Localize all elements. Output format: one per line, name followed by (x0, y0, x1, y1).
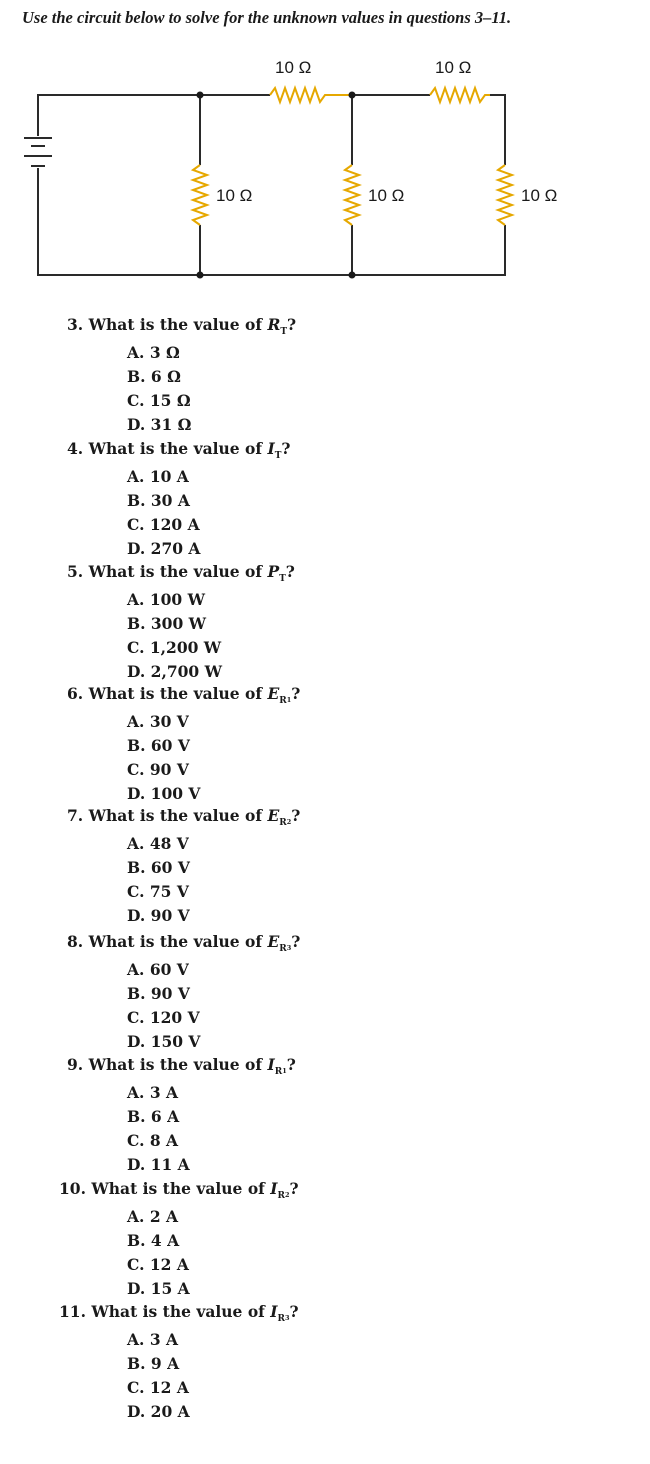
question-prefix: What is the value of (88, 1055, 268, 1074)
option-c[interactable]: C. 120 V (127, 1008, 200, 1027)
question-number: 3. (67, 315, 84, 334)
question-subscript: R (274, 1067, 283, 1077)
question-subscript: T (274, 451, 282, 461)
option-b[interactable]: B. 6 A (127, 1107, 180, 1126)
resistor-top-2-icon (430, 88, 490, 102)
question-0 (67, 315, 296, 337)
option-c[interactable]: C. 12 A (127, 1378, 189, 1397)
resistor-branch-2-label: 10 Ω (368, 186, 405, 205)
question-number: 8. (67, 932, 84, 951)
option-d[interactable]: D. 270 A (127, 539, 201, 558)
option-c[interactable]: C. 1,200 W (127, 638, 222, 657)
option-c[interactable]: C. 8 A (127, 1131, 179, 1150)
question-subscript-index: 3 (284, 1314, 290, 1322)
top-wire-right (490, 95, 505, 165)
resistor-branch-3-label: 10 Ω (521, 186, 558, 205)
left-wire-bottom (38, 168, 505, 275)
option-a[interactable]: A. 30 V (127, 712, 189, 731)
option-b[interactable]: B. 60 V (127, 858, 190, 877)
option-d[interactable]: D. 2,700 W (127, 662, 223, 681)
resistor-top-1-icon (270, 88, 350, 102)
question-suffix: ? (286, 1055, 296, 1074)
question-variable: E (267, 684, 280, 703)
question-suffix: ? (289, 1179, 299, 1198)
question-suffix: ? (287, 315, 297, 334)
option-d[interactable]: D. 15 A (127, 1279, 190, 1298)
question-prefix: What is the value of (91, 1302, 271, 1321)
question-prefix: What is the value of (88, 684, 268, 703)
question-number: 4. (67, 439, 84, 458)
option-c[interactable]: C. 15 Ω (127, 391, 191, 410)
junction-nodes (197, 92, 356, 279)
option-a[interactable]: A. 3 Ω (127, 343, 180, 362)
question-4 (67, 806, 300, 828)
option-b[interactable]: B. 30 A (127, 491, 190, 510)
question-variable: R (267, 315, 281, 334)
question-prefix: What is the value of (88, 806, 268, 825)
question-suffix: ? (291, 932, 301, 951)
question-prefix: What is the value of (88, 562, 268, 581)
question-variable: I (267, 439, 275, 458)
question-variable: I (270, 1302, 278, 1321)
question-suffix: ? (289, 1302, 299, 1321)
question-subscript: R (279, 696, 287, 706)
question-suffix: ? (285, 562, 295, 581)
question-7 (59, 1179, 299, 1201)
question-variable: I (270, 1179, 278, 1198)
question-subscript-index: 1 (286, 696, 292, 704)
question-variable: I (267, 1055, 275, 1074)
instructions: Use the circuit below to solve for the unknown values in questions 3–11. (22, 8, 512, 27)
question-prefix: What is the value of (88, 932, 268, 951)
question-subscript-index: 2 (284, 1191, 290, 1199)
option-c[interactable]: C. 90 V (127, 760, 189, 779)
option-d[interactable]: D. 31 Ω (127, 415, 192, 434)
question-subscript-index: 3 (286, 944, 292, 952)
circuit-diagram (0, 40, 650, 290)
question-number: 11. (59, 1302, 86, 1321)
node-bottom-2 (349, 272, 356, 279)
node-bottom-1 (197, 272, 204, 279)
question-number: 6. (67, 684, 84, 703)
node-top-1 (197, 92, 204, 99)
question-8 (59, 1302, 299, 1324)
question-number: 7. (67, 806, 84, 825)
question-suffix: ? (291, 806, 301, 825)
question-number: 9. (67, 1055, 84, 1074)
question-subscript-index: 2 (286, 818, 292, 826)
question-suffix: ? (281, 439, 291, 458)
resistor-top-1-label: 10 Ω (275, 58, 312, 77)
question-prefix: What is the value of (91, 1179, 271, 1198)
option-c[interactable]: C. 12 A (127, 1255, 189, 1274)
resistor-top-2-label: 10 Ω (435, 58, 472, 77)
question-number: 10. (59, 1179, 86, 1198)
question-subscript: T (280, 327, 288, 337)
question-subscript: R (277, 1314, 285, 1324)
option-d[interactable]: D. 20 A (127, 1402, 190, 1421)
option-a[interactable]: A. 3 A (127, 1330, 179, 1349)
question-variable: E (267, 806, 280, 825)
option-b[interactable]: B. 9 A (127, 1354, 180, 1373)
option-b[interactable]: B. 60 V (127, 736, 190, 755)
question-2 (67, 562, 295, 584)
option-d[interactable]: D. 90 V (127, 906, 190, 925)
option-d[interactable]: D. 100 V (127, 784, 201, 803)
option-a[interactable]: A. 100 W (127, 590, 205, 609)
question-subscript: R (279, 818, 287, 828)
wires (38, 95, 505, 275)
option-a[interactable]: A. 60 V (127, 960, 189, 979)
option-b[interactable]: B. 4 A (127, 1231, 180, 1250)
question-3 (67, 684, 300, 706)
option-a[interactable]: A. 48 V (127, 834, 189, 853)
option-b[interactable]: B. 300 W (127, 614, 207, 633)
option-b[interactable]: B. 6 Ω (127, 367, 181, 386)
question-prefix: What is the value of (88, 439, 268, 458)
resistor-branch-1-icon (193, 165, 207, 225)
option-b[interactable]: B. 90 V (127, 984, 190, 1003)
option-d[interactable]: D. 11 A (127, 1155, 190, 1174)
resistor-branch-1-label: 10 Ω (216, 186, 253, 205)
question-subscript: R (277, 1191, 285, 1201)
resistor-branch-2-icon (345, 165, 359, 225)
question-prefix: What is the value of (88, 315, 268, 334)
node-top-2 (349, 92, 356, 99)
option-a[interactable]: A. 2 A (127, 1207, 179, 1226)
question-subscript-index: 1 (282, 1067, 287, 1075)
option-c[interactable]: C. 75 V (127, 882, 189, 901)
option-d[interactable]: D. 150 V (127, 1032, 201, 1051)
question-1 (67, 439, 291, 461)
question-subscript: T (279, 574, 286, 584)
question-variable: E (267, 932, 280, 951)
resistor-branch-3-icon (498, 165, 512, 225)
option-c[interactable]: C. 120 A (127, 515, 200, 534)
battery-icon (24, 138, 52, 166)
option-a[interactable]: A. 3 A (127, 1083, 179, 1102)
question-subscript: R (279, 944, 287, 954)
question-5 (67, 932, 300, 954)
top-wire-left (38, 95, 270, 136)
question-6 (67, 1055, 296, 1077)
question-number: 5. (67, 562, 84, 581)
option-a[interactable]: A. 10 A (127, 467, 189, 486)
question-suffix: ? (291, 684, 301, 703)
question-variable: P (267, 562, 280, 581)
